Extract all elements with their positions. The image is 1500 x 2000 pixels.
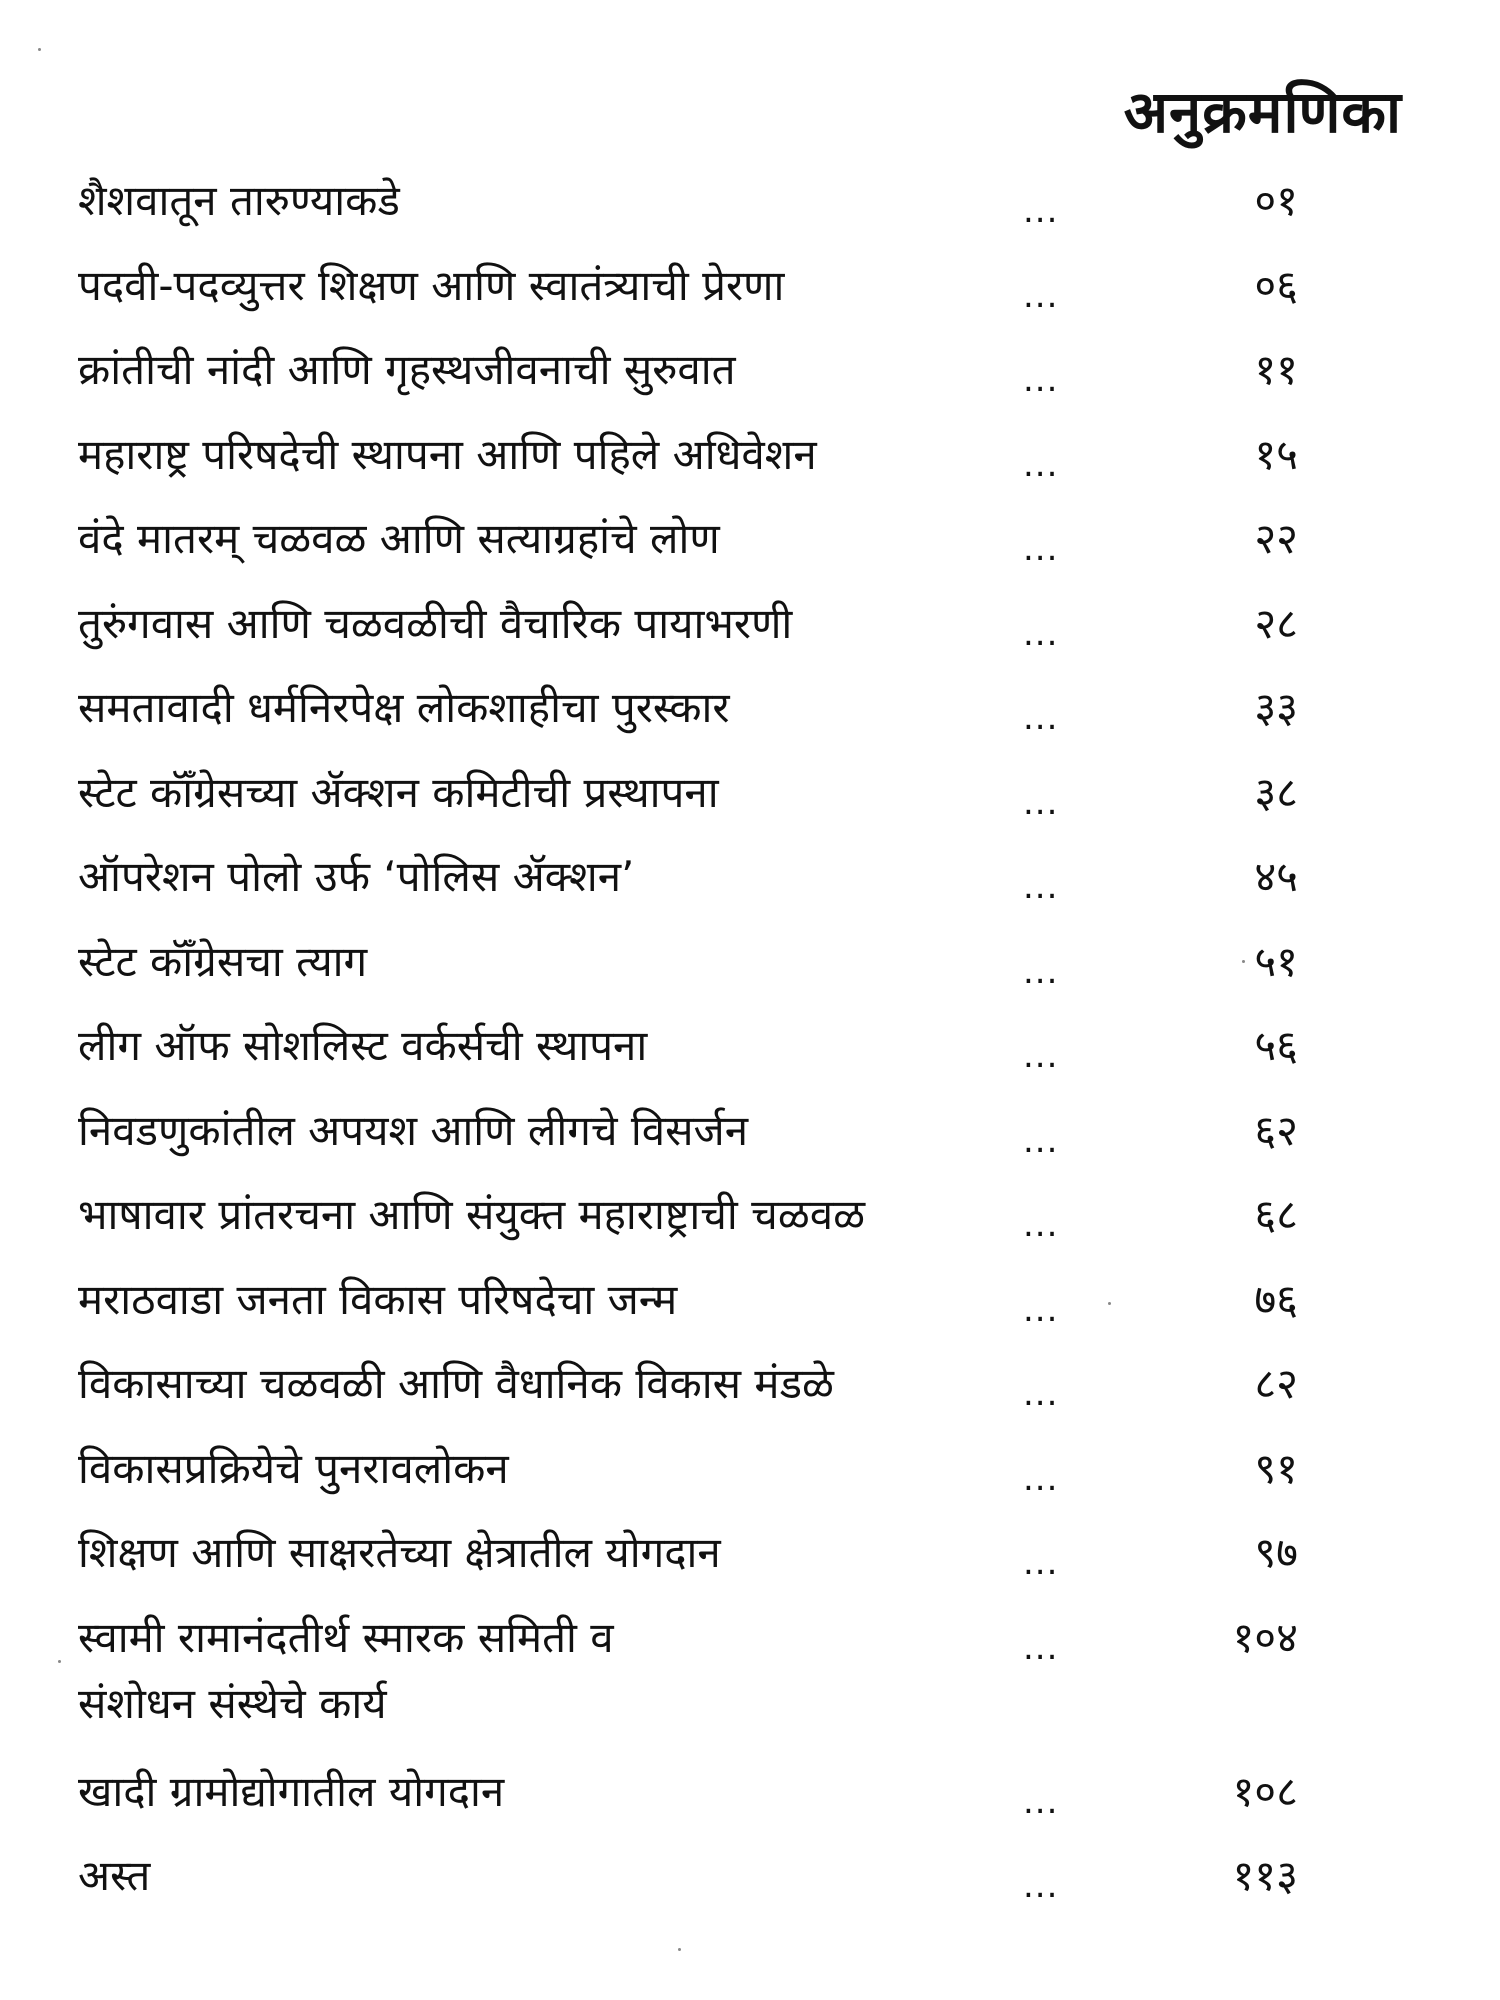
toc-entry	[78, 414, 1308, 499]
toc-entry-title: शिक्षण आणि साक्षरतेच्या क्षेत्रातील योगदान	[78, 1528, 721, 1577]
toc-entry	[78, 1597, 1308, 1751]
toc-entry-title: पदवी-पदव्युत्तर शिक्षण आणि स्वातंत्र्याची प्रेरणा	[78, 260, 785, 310]
toc-entry	[78, 1751, 1308, 1836]
toc-leader: ...	[1023, 782, 1059, 823]
toc-page-number: १०८	[1232, 1766, 1298, 1816]
toc-page-number: ५६	[1254, 1021, 1298, 1070]
toc-entry	[78, 160, 1308, 245]
toc-page-number: ६२	[1254, 1105, 1298, 1155]
toc-entry-title: लीग ऑफ सोशलिस्ट वर्कर्सची स्थापना	[78, 1021, 648, 1070]
toc-entry	[78, 1174, 1308, 1259]
toc-page-number: ०१	[1254, 176, 1298, 225]
toc-entry	[78, 245, 1308, 330]
paper-speck	[1108, 1302, 1111, 1305]
toc-entry-title: खादी ग्रामोद्योगातील योगदान	[78, 1766, 505, 1816]
toc-page-number: ७६	[1254, 1274, 1298, 1324]
toc-entry	[78, 752, 1308, 837]
toc-leader: ...	[1023, 951, 1059, 992]
toc-page-number: १५	[1254, 429, 1298, 479]
toc-page-number: १०४	[1232, 1612, 1298, 1662]
toc-leader: ...	[1023, 275, 1059, 316]
toc-entry-title: वंदे मातरम् चळवळ आणि सत्याग्रहांचे लोण	[78, 514, 720, 563]
toc-entry-title: क्रांतीची नांदी आणि गृहस्थजीवनाची सुरुवात	[78, 345, 736, 394]
toc-leader: ...	[1023, 191, 1059, 231]
toc-page-number: ५१	[1254, 936, 1298, 986]
toc-leader: ...	[1023, 1036, 1059, 1076]
toc-page-number: ३३	[1254, 683, 1298, 732]
paper-speck	[1242, 960, 1245, 963]
toc-entry	[78, 1343, 1308, 1428]
toc-entry-title: विकासाच्या चळवळी आणि वैधानिक विकास मंडळे	[78, 1359, 834, 1408]
toc-page-number: २८	[1254, 598, 1298, 648]
toc-entry	[78, 329, 1308, 414]
toc-page-number: ०६	[1254, 260, 1298, 310]
toc-page-number: ८२	[1254, 1359, 1298, 1408]
toc-leader: ...	[1023, 1543, 1059, 1583]
toc-entry	[78, 1005, 1308, 1090]
paper-speck	[678, 1948, 681, 1951]
toc-entry-title: भाषावार प्रांतरचना आणि संयुक्त महाराष्ट्राची चळवळ	[78, 1190, 866, 1239]
toc-entry-title: विकासप्रक्रियेचे पुनरावलोकन	[78, 1443, 509, 1493]
toc-leader: ...	[1023, 1289, 1059, 1330]
toc-entry-title: ऑपरेशन पोलो उर्फ ‘पोलिस ॲक्शन’	[78, 852, 635, 901]
toc-page-number: ११	[1254, 345, 1298, 394]
toc-leader: ...	[1023, 529, 1059, 569]
toc-list	[78, 160, 1308, 1920]
toc-leader: ...	[1023, 1627, 1059, 1668]
toc-page-number: ९१	[1254, 1443, 1298, 1493]
toc-entry-title: समतावादी धर्मनिरपेक्ष लोकशाहीचा पुरस्कार	[78, 683, 730, 732]
toc-page-number: ३८	[1254, 767, 1298, 817]
toc-entry-title: महाराष्ट्र परिषदेची स्थापना आणि पहिले अधिवेशन	[78, 429, 817, 479]
toc-entry	[78, 1512, 1308, 1597]
toc-page-number: ११३	[1232, 1851, 1298, 1900]
toc-entry-title-line1: स्वामी रामानंदतीर्थ स्मारक समिती व	[78, 1612, 614, 1662]
toc-entry	[78, 498, 1308, 583]
toc-leader: ...	[1023, 360, 1059, 400]
toc-page-number: २२	[1254, 514, 1298, 563]
toc-entry-title: मराठवाडा जनता विकास परिषदेचा जन्म	[78, 1274, 678, 1324]
paper-speck	[58, 1660, 61, 1663]
toc-leader: ...	[1023, 698, 1059, 738]
toc-entry-title: शैशवातून तारुण्याकडे	[78, 176, 400, 225]
toc-leader: ...	[1023, 1781, 1059, 1822]
toc-leader: ...	[1023, 1458, 1059, 1499]
toc-entry	[78, 667, 1308, 752]
toc-entry-title: अस्त	[78, 1851, 151, 1900]
toc-entry	[78, 583, 1308, 668]
toc-page-number: ६८	[1254, 1190, 1298, 1239]
toc-entry-title: स्टेट कॉँग्रेसच्या ॲक्शन कमिटीची प्रस्थापना	[78, 767, 719, 817]
toc-page-number: ९७	[1254, 1528, 1298, 1577]
toc-entry	[78, 836, 1308, 921]
toc-leader: ...	[1023, 1374, 1059, 1414]
toc-entry	[78, 921, 1308, 1006]
toc-entry	[78, 1428, 1308, 1513]
toc-leader: ...	[1023, 1205, 1059, 1245]
paper-speck	[38, 48, 41, 51]
toc-entry-title: तुरुंगवास आणि चळवळीची वैचारिक पायाभरणी	[78, 598, 793, 648]
toc-entry	[78, 1259, 1308, 1344]
toc-entry-title: निवडणुकांतील अपयश आणि लीगचे विसर्जन	[78, 1105, 749, 1155]
toc-entry-title-line2: संशोधन संस्थेचे कार्य	[78, 1678, 387, 1728]
toc-leader: ...	[1023, 444, 1059, 485]
page-title: अनुक्रमणिका	[1123, 78, 1402, 146]
toc-entry-title	[78, 1605, 1018, 1737]
toc-leader: ...	[1023, 613, 1059, 654]
toc-entry-title: स्टेट कॉँग्रेसचा त्याग	[78, 936, 368, 986]
toc-entry	[78, 1835, 1308, 1920]
toc-leader: ...	[1023, 1120, 1059, 1161]
toc-entry	[78, 1090, 1308, 1175]
toc-leader: ...	[1023, 1866, 1059, 1906]
toc-page-number: ४५	[1254, 852, 1298, 901]
toc-leader: ...	[1023, 867, 1059, 907]
